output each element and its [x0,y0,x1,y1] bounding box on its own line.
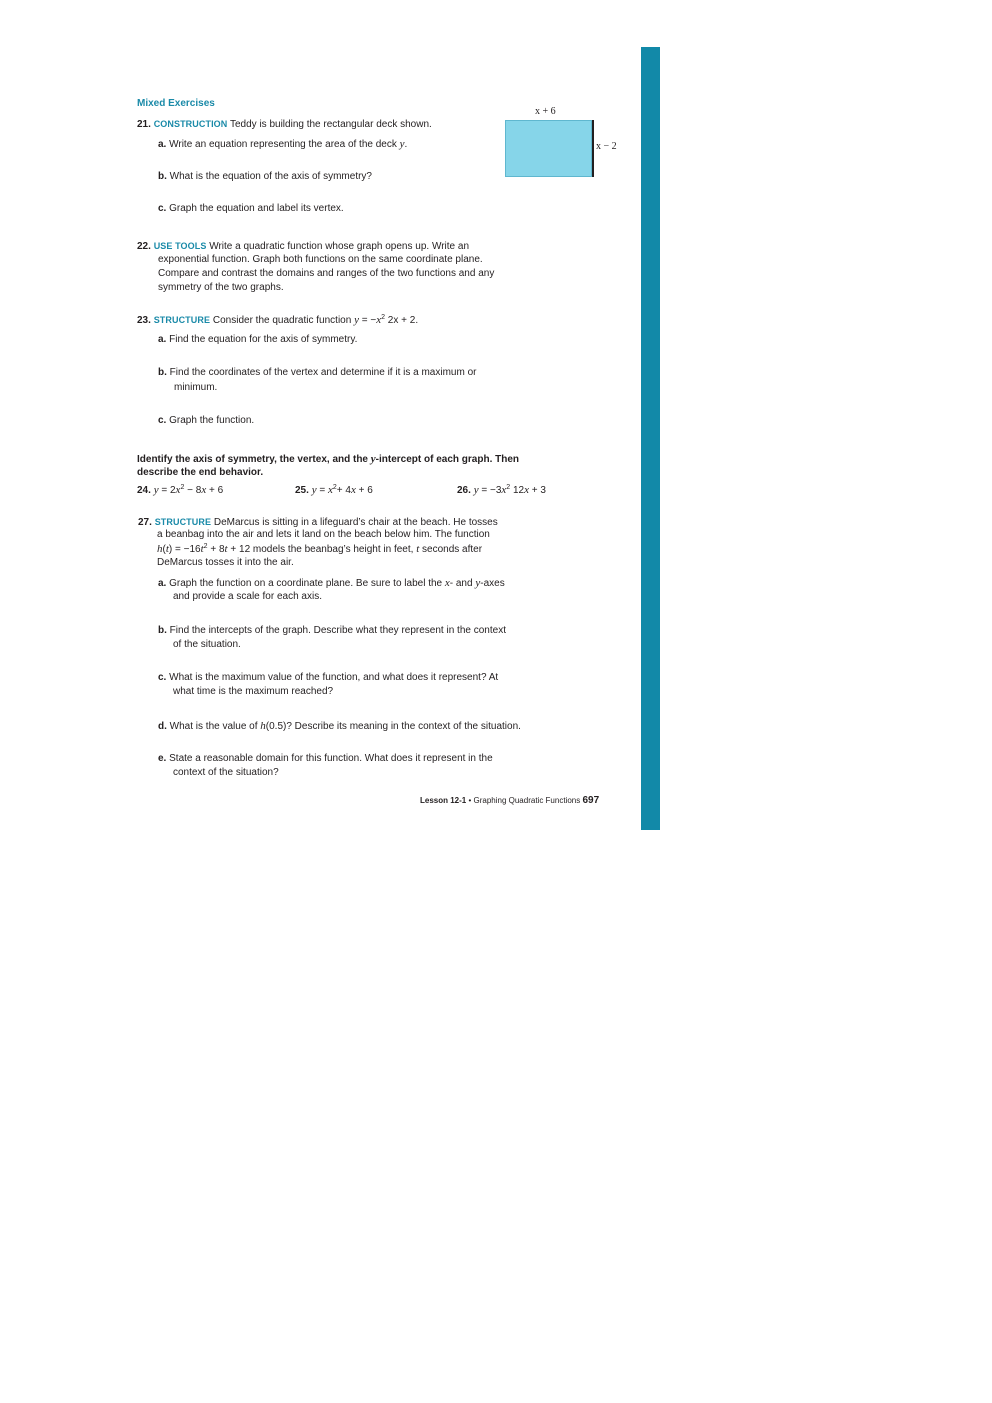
exercise-21 [137,117,432,132]
exercise-23b: b. Find the coordinates of the vertex and determine if it is a maximum or [158,367,477,378]
exercise-27d: d. What is the value of h(0.5)? Describe its meaning in the context of the situation. [158,720,521,732]
exercise-keyword: CONSTRUCTION [153,119,228,129]
exercise-27b-line2: of the situation. [173,639,241,650]
exercise-23b-line2: minimum. [174,382,218,393]
exercise-21c: c. Graph the equation and label its vertex. [158,203,344,214]
exercise-27a: a. Graph the function on a coordinate plane. Be sure to label the x- and y-axes [158,577,505,589]
exercise-number: 21. [137,119,151,130]
exercise-27-line4: DeMarcus tosses it into the air. [157,557,294,568]
footer-lesson: Lesson 12-1 [420,796,467,805]
exercise-24: 24. $y = 2x^2 - 8x + 6$ [137,484,224,496]
footer-topic: Graphing Quadratic Functions [473,796,581,805]
exercise-27b: b. Find the intercepts of the graph. Describe what they represent in the context [158,625,506,636]
deck-width-label: x + 6 [535,106,556,117]
exercise-23a: a. Find the equation for the axis of symmetry. [158,334,358,345]
exercise-21a: a. Write an equation representing the area of the deck y. [158,138,408,150]
page-footer: Lesson 12-1 • Graphing Quadratic Functions 697 [420,795,600,806]
exercise-26: 26. $y = -3x^2$ 12x + 3 [457,484,546,496]
exercise-22-line: Compare and contrast the domains and ranges of the two functions and any [158,268,495,279]
instructions-line1: Identify the axis of symmetry, the vertex, and the y-intercept of each graph. Then [137,453,520,465]
section-title: Mixed Exercises [137,98,215,109]
exercise-27: 27. STRUCTURE DeMarcus is sitting in a lifeguard’s chair at the beach. He tosses [138,517,498,528]
deck-rectangle [505,120,592,177]
exercise-27a-line2: and provide a scale for each axis. [173,591,322,602]
exercise-23: 23. STRUCTURE Consider the quadratic function $y = -x^2$ 2x + 2. [137,314,419,326]
exercise-27c: c. What is the maximum value of the function, and what does it represent? At [158,672,499,683]
page-number: 697 [582,795,600,806]
exercise-27e-line2: context of the situation? [173,767,279,778]
page-edge-sidebar [641,47,660,830]
exercise-22-line: exponential function. Graph both functions on the same coordinate plane. [158,254,483,265]
exercise-25: 25. $y = x^2+ 4x + 6$ [295,484,373,496]
exercise-23c: c. Graph the function. [158,415,255,426]
exercise-21b: b. What is the equation of the axis of symmetry? [158,171,372,182]
deck-height-label: x − 2 [596,141,617,152]
exercise-27-line3: $h(t) = -16t^2 + 8t + 12$ models the beanbag’s height in feet, t seconds after [157,543,483,555]
deck-right-edge [592,120,594,177]
exercise-27-line2: a beanbag into the air and lets it land on the beach below him. The function [157,529,490,540]
exercise-text: Teddy is building the rectangular deck shown. [230,119,432,130]
instructions-line2: describe the end behavior. [137,467,264,478]
exercise-22-line: symmetry of the two graphs. [158,282,284,293]
exercise-27c-line2: what time is the maximum reached? [173,686,334,697]
exercise-27e: e. State a reasonable domain for this function. What does it represent in the [158,753,493,764]
exercise-22: 22. USE TOOLS Write a quadratic function whose graph opens up. Write an [137,241,469,252]
